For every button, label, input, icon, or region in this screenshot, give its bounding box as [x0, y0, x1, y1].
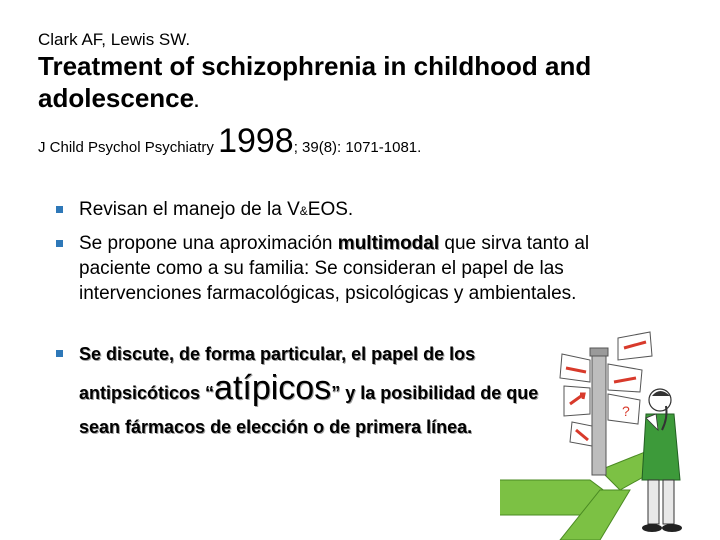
bullet-emphasis: multimodal — [337, 233, 440, 254]
bullet-text — [79, 231, 646, 306]
citation-authors: Clark AF, Lewis SW. — [38, 30, 191, 49]
bullet-text-before: Se propone una aproximación — [79, 233, 338, 254]
bullet-square-icon — [56, 350, 63, 357]
bullet-text-after: ” y la posibilidad de que sean fármacos de elección o de primera línea. — [79, 383, 539, 437]
bullet-item-1 — [56, 197, 646, 224]
bullet-text-before: antipsicóticos “ — [79, 383, 215, 403]
bullet-text-line1: Se discute, de forma particular, el papel de los — [79, 344, 476, 364]
thinking-person-icon — [642, 389, 682, 532]
svg-text:?: ? — [622, 403, 630, 419]
citation-reference — [38, 122, 421, 161]
signpost-icon — [560, 332, 652, 475]
citation-volume-pages: ; 39(8): 1071-1081. — [293, 139, 422, 156]
bullet-square-icon — [56, 206, 63, 213]
citation-title-dot: . — [194, 92, 199, 111]
bullet-text-after: que sirva tanto al paciente como a su familia: Se consideran el papel de las intervenciones farmacológicas, psicológicas y ambientales. — [79, 233, 590, 304]
signpost-thinking-person-icon — [500, 330, 720, 540]
green-arrows-icon — [500, 450, 665, 540]
citation-year: 1998 — [218, 122, 294, 160]
citation-title-block — [38, 50, 698, 118]
bullet-text — [79, 197, 646, 224]
citation-title: Treatment of schizophrenia in childhood and adolescence — [38, 51, 592, 113]
bullet-text-subscript: & — [299, 204, 308, 218]
bullet-square-icon — [56, 240, 63, 247]
bullet-item-2 — [56, 231, 646, 306]
bullet-text-before: Revisan el manejo de la V — [79, 199, 300, 220]
bullet-text-after: EOS. — [307, 199, 354, 220]
bullet-item-3 — [56, 337, 576, 444]
citation-journal: J Child Psychol Psychiatry — [38, 139, 219, 156]
bullet-emphasis-large: atípicos — [214, 369, 332, 407]
